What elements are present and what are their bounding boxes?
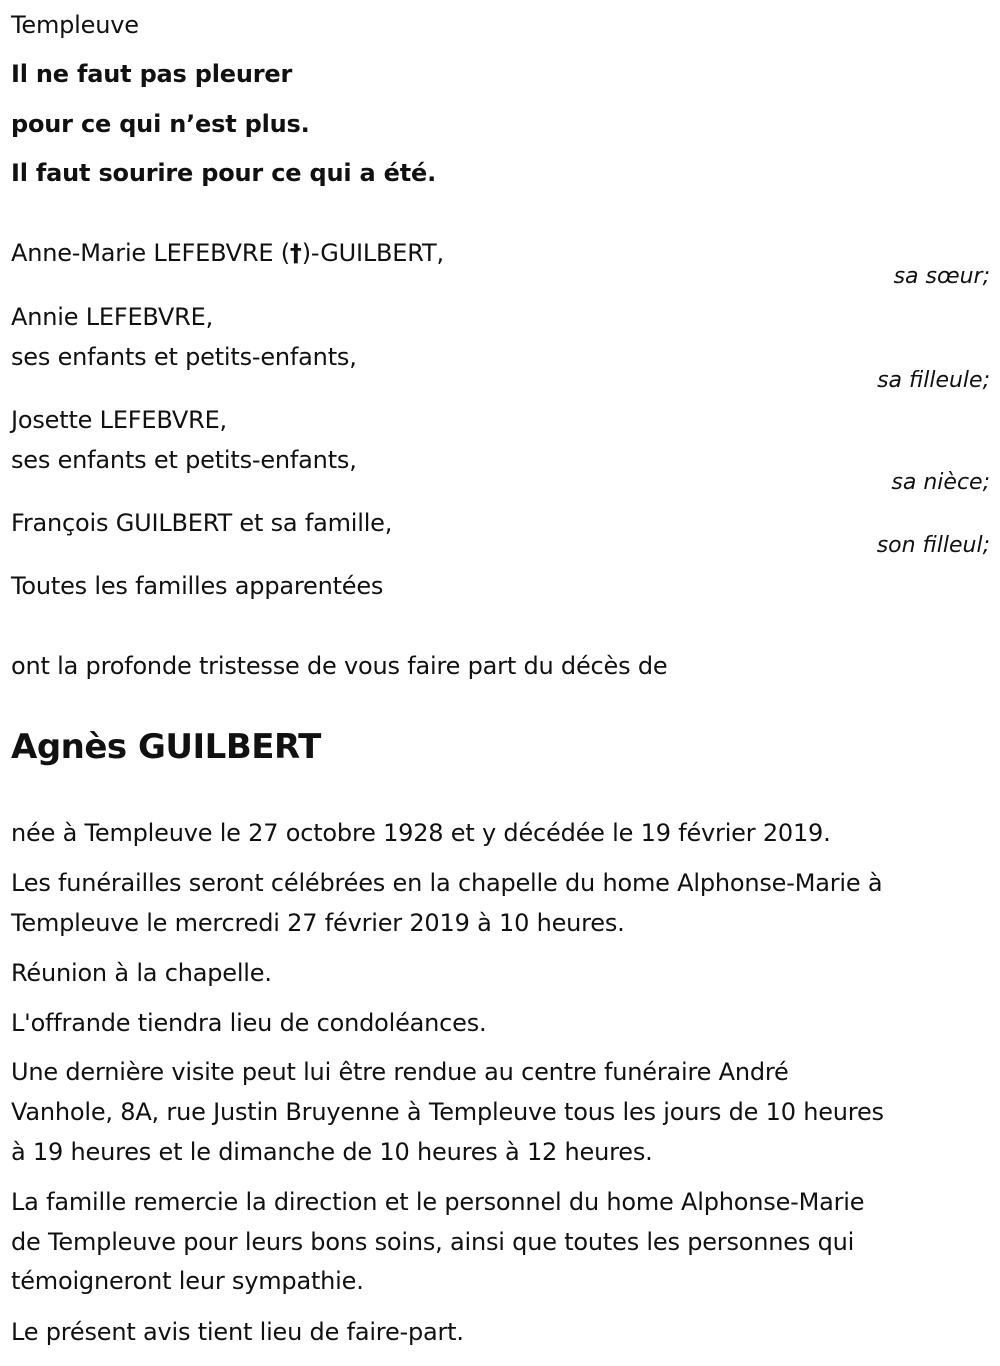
thanks-line: de Templeuve pour leurs bons soins, ainsi que toutes les personnes qui: [11, 1228, 855, 1256]
family-member-sub: ses enfants et petits-enfants,: [11, 343, 357, 371]
quote-line: pour ce qui n’est plus.: [11, 110, 310, 138]
deceased-name: Agnès GUILBERT: [11, 727, 321, 767]
family-member-francois: François GUILBERT et sa famille,: [11, 509, 393, 537]
funeral-line: Les funérailles seront célébrées en la chapelle du home Alphonse-Marie à: [11, 869, 883, 897]
family-member-sub: ses enfants et petits-enfants,: [11, 446, 357, 474]
place: Templeuve: [11, 11, 139, 39]
family-member-toutes: Toutes les familles apparentées: [11, 572, 384, 600]
offrande-line: L'offrande tiendra lieu de condoléances.: [11, 1009, 487, 1037]
relation-label: son filleul;: [876, 533, 990, 558]
visit-line: Une dernière visite peut lui être rendue au centre funéraire André: [11, 1058, 789, 1086]
funeral-line: Templeuve le mercredi 27 février 2019 à 10 heures.: [11, 909, 625, 937]
relation-label: sa nièce;: [891, 470, 990, 495]
notice-line: Le présent avis tient lieu de faire-part.: [11, 1318, 464, 1346]
quote-line: Il ne faut pas pleurer: [11, 60, 293, 88]
visit-line: Vanhole, 8A, rue Justin Bruyenne à Templeuve tous les jours de 10 heures: [11, 1098, 884, 1126]
announcement: ont la profonde tristesse de vous faire part du décès de: [11, 652, 668, 680]
cross-icon: †: [289, 239, 302, 267]
birth-death-line: née à Templeuve le 27 octobre 1928 et y décédée le 19 février 2019.: [11, 819, 831, 847]
name-part: )-GUILBERT,: [301, 239, 444, 267]
thanks-line: témoigneront leur sympathie.: [11, 1267, 364, 1295]
quote-line: Il faut sourire pour ce qui a été.: [11, 159, 437, 187]
thanks-line: La famille remercie la direction et le personnel du home Alphonse-Marie: [11, 1188, 865, 1216]
name-part: Anne-Marie LEFEBVRE (: [11, 239, 290, 267]
relation-label: sa sœur;: [893, 264, 990, 289]
relation-label: sa filleule;: [877, 368, 990, 393]
family-member-annie: Annie LEFEBVRE,: [11, 303, 214, 331]
family-member-anne-marie: [11, 238, 444, 268]
reunion-line: Réunion à la chapelle.: [11, 959, 272, 987]
family-member-josette: Josette LEFEBVRE,: [11, 406, 227, 434]
visit-line: à 19 heures et le dimanche de 10 heures à 12 heures.: [11, 1138, 653, 1166]
